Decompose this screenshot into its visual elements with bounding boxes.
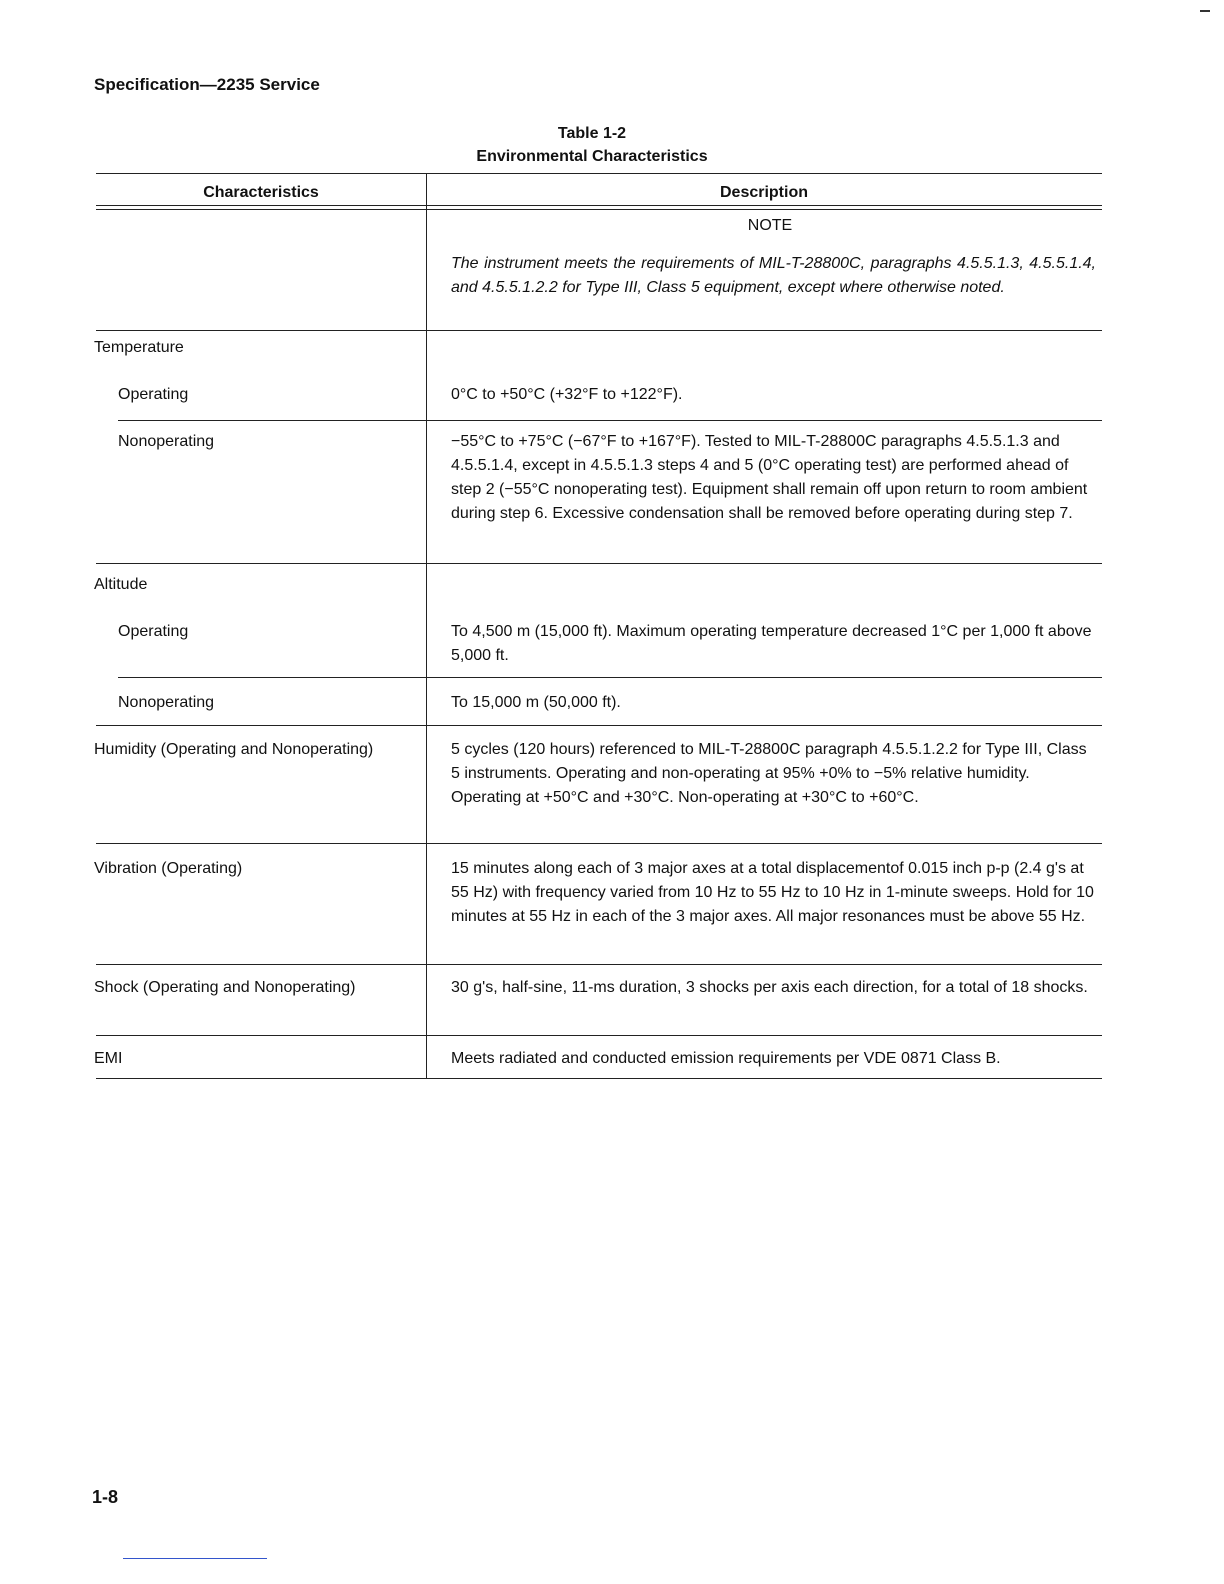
row-rule: [96, 964, 1102, 965]
row-rule: [96, 330, 1102, 331]
row-desc-vibration: 15 minutes along each of 3 major axes at a total displacementof 0.015 inch p-p (2.4 g's at 55 Hz) with frequency varied from 10 Hz to 55 Hz to 10 Hz in 1-minute sweeps. Hold for 10 minutes at 55 Hz in each of the 3 major axes. All major resonances must be above 55 Hz.: [451, 860, 1094, 925]
row-label-alt-nonoperating: Nonoperating: [118, 694, 215, 711]
table-bottom-rule: [96, 1078, 1102, 1079]
header-description: Description: [719, 184, 808, 201]
row-label-temperature: Temperature: [94, 339, 184, 356]
row-rule: [96, 563, 1102, 564]
row-label-altitude: Altitude: [94, 576, 148, 593]
row-desc-temp-nonoperating: −55°C to +75°C (−67°F to +167°F). Tested to MIL-T-28800C paragraphs 4.5.5.1.3 and 4.5.5.1.4, except in 4.5.5.1.3 steps 4 and 5 (0°C operating test) are performed ahead of step 2 (−55°C nonoperating test). Equipment shall remain off upon return to room ambient during step 6. Excessive condensation shall be removed before operating during step 7.: [451, 433, 1088, 522]
header-rule-1: [96, 205, 1102, 206]
corner-mark: [1200, 10, 1210, 12]
row-rule: [96, 843, 1102, 844]
page-number: 1-8: [92, 1487, 119, 1507]
row-rule: [118, 677, 1102, 678]
note-label: NOTE: [747, 217, 793, 234]
row-desc-temp-operating: 0°C to +50°C (+32°F to +122°F).: [451, 386, 683, 403]
row-label-humidity: Humidity (Operating and Nonoperating): [94, 741, 374, 758]
row-desc-humidity: 5 cycles (120 hours) referenced to MIL-T-28800C paragraph 4.5.5.1.2.2 for Type III, Class 5 instruments. Operating and non-operating at 95% +0% to −5% relative humidity. Operating at +50°C and +30°C. Non-operating at +30°C to +60°C.: [451, 741, 1087, 806]
row-label-shock: Shock (Operating and Nonoperating): [94, 979, 356, 996]
note-text: The instrument meets the requirements of MIL-T-28800C, paragraphs 4.5.5.1.3, 4.5.5.1.4, and 4.5.5.1.2.2 for Type III, Class 5 equipment, except where otherwise noted.: [451, 255, 1096, 296]
row-rule: [118, 420, 1102, 421]
bottom-line: [123, 1558, 267, 1559]
row-desc-alt-nonoperating: To 15,000 m (50,000 ft).: [451, 694, 621, 711]
row-desc-shock: 30 g's, half-sine, 11-ms duration, 3 shocks per axis each direction, for a total of 18 shocks.: [451, 979, 1088, 996]
row-rule: [96, 1035, 1102, 1036]
table-top-rule: [96, 173, 1102, 174]
row-label-vibration: Vibration (Operating): [94, 860, 243, 877]
header-rule-2: [96, 209, 1102, 210]
row-label-temp-operating: Operating: [118, 386, 189, 403]
table-title: Environmental Characteristics: [476, 148, 708, 165]
row-desc-alt-operating: To 4,500 m (15,000 ft). Maximum operating temperature decreased 1°C per 1,000 ft above 5,000 ft.: [451, 623, 1092, 664]
row-rule: [96, 725, 1102, 726]
row-label-emi: EMI: [94, 1050, 123, 1067]
running-head: Specification—2235 Service: [94, 75, 320, 94]
column-divider: [426, 173, 427, 1079]
row-label-alt-operating: Operating: [118, 623, 189, 640]
row-desc-emi: Meets radiated and conducted emission requirements per VDE 0871 Class B.: [451, 1050, 1001, 1067]
row-label-temp-nonoperating: Nonoperating: [118, 433, 215, 450]
table-number: Table 1-2: [557, 125, 627, 142]
header-characteristics: Characteristics: [203, 184, 319, 201]
